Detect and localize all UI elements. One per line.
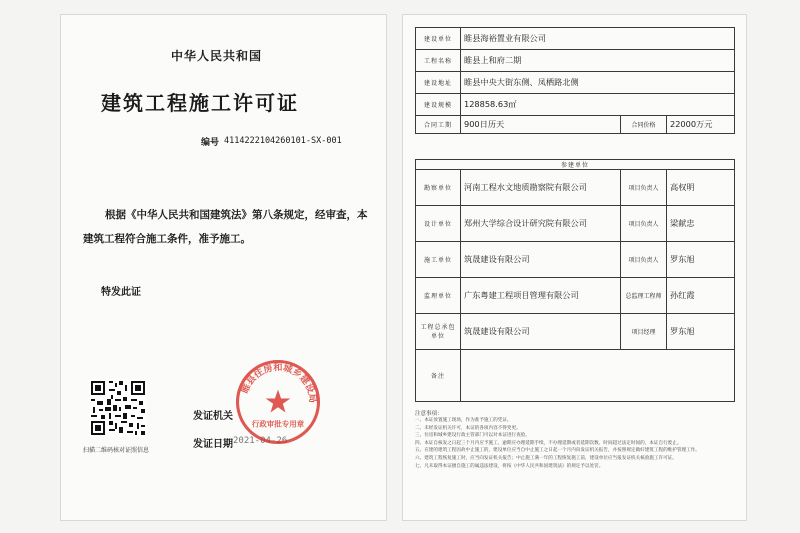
issuer-label: 发证机关 bbox=[193, 411, 233, 422]
table-row bbox=[416, 72, 735, 94]
row-label: 建设规模 bbox=[416, 94, 461, 116]
contract-price-label: 合同价格 bbox=[621, 116, 667, 134]
person-label: 项目负责人 bbox=[621, 242, 667, 278]
cert-number-label: 编号 bbox=[201, 138, 220, 148]
notes-list bbox=[415, 417, 735, 470]
participant-unit: 河南工程水文地质勘察院有限公司 bbox=[461, 170, 621, 206]
remarks-value bbox=[461, 350, 735, 402]
document-title: 建筑工程施工许可证 bbox=[101, 91, 299, 115]
certificate-right-page bbox=[402, 14, 747, 521]
person-label: 项目负责人 bbox=[621, 206, 667, 242]
table-row bbox=[416, 28, 735, 50]
special-certification: 特发此证 bbox=[101, 287, 141, 298]
row-label: 工程名称 bbox=[416, 50, 461, 72]
person-label: 总监理工程师 bbox=[621, 278, 667, 314]
qr-caption: 扫描二维码核对证照信息 bbox=[83, 447, 150, 454]
issue-date: 2021-04-26 bbox=[233, 436, 288, 446]
person-name: 罗东旭 bbox=[667, 314, 735, 350]
construction-scale: 128858.63㎡ bbox=[461, 94, 735, 116]
contract-period-label: 合同工期 bbox=[416, 116, 461, 134]
table-row bbox=[416, 314, 735, 350]
project-name: 睢县上和府二期 bbox=[461, 50, 735, 72]
person-name: 梁献忠 bbox=[667, 206, 735, 242]
qr-code-icon[interactable] bbox=[89, 379, 147, 437]
table-row bbox=[416, 116, 735, 134]
note-item: 六、建筑工程恢复施工时，应当向发证机关报告；中止施工满一年的工程恢复施工前，建设单位应当报发证机关核验施工许可证。 bbox=[415, 455, 677, 461]
person-label: 项目经理 bbox=[621, 314, 667, 350]
issue-date-label: 发证日期 bbox=[193, 439, 233, 450]
participant-unit: 郑州大学综合设计研究院有限公司 bbox=[461, 206, 621, 242]
person-name: 孙红霞 bbox=[667, 278, 735, 314]
certificate-left-page bbox=[60, 14, 387, 521]
construction-address: 睢县中央大街东侧、凤栖路北侧 bbox=[461, 72, 735, 94]
participants-table bbox=[415, 159, 735, 402]
svg-text:睢县住房和城乡建设局: 睢县住房和城乡建设局 bbox=[239, 362, 318, 404]
person-name: 高权明 bbox=[667, 170, 735, 206]
country-name: 中华人民共和国 bbox=[171, 49, 263, 63]
participants-header: 参建单位 bbox=[416, 160, 735, 170]
participant-role: 监理单位 bbox=[416, 278, 461, 314]
table-row bbox=[416, 206, 735, 242]
participant-unit: 筑晟建设有限公司 bbox=[461, 314, 621, 350]
contract-price: 22000万元 bbox=[667, 116, 735, 134]
participant-unit: 广东粤建工程项目管理有限公司 bbox=[461, 278, 621, 314]
table-row bbox=[416, 242, 735, 278]
participant-unit: 筑晟建设有限公司 bbox=[461, 242, 621, 278]
note-item: 一、本证放置施工现场，作为准予施工的凭证。 bbox=[415, 418, 512, 423]
person-label: 项目负责人 bbox=[621, 170, 667, 206]
row-label: 建设单位 bbox=[416, 28, 461, 50]
note-item: 二、未经发证机关许可，本证的各项内容不得变更。 bbox=[415, 425, 521, 431]
cert-number: 4114222104260101-SX-001 bbox=[224, 136, 342, 146]
person-name: 罗东旭 bbox=[667, 242, 735, 278]
participant-role: 勘察单位 bbox=[416, 170, 461, 206]
table-row bbox=[416, 278, 735, 314]
participant-role: 施工单位 bbox=[416, 242, 461, 278]
participant-role: 设计单位 bbox=[416, 206, 461, 242]
note-item: 五、在建的建筑工程因故中止施工的，建设单位应当自中止施工之日起一个月内向发证机关报告，并按照规定做好建筑工程的维护管理工作。 bbox=[415, 448, 700, 454]
svg-text:行政审批专用章: 行政审批专用章 bbox=[251, 419, 305, 429]
row-label: 建设地址 bbox=[416, 72, 461, 94]
official-seal-stamp bbox=[234, 358, 322, 446]
notes-title: 注意事项： bbox=[415, 411, 443, 417]
construction-unit: 睢县海裕置业有限公司 bbox=[461, 28, 735, 50]
note-item: 三、住房和城乡建设行政主管部门可以对本证进行查验。 bbox=[415, 433, 530, 439]
participant-role: 工程总承包单位 bbox=[416, 314, 461, 350]
table-row bbox=[416, 94, 735, 116]
permit-statement: 根据《中华人民共和国建筑法》第八条规定，经审查，本建筑工程符合施工条件，准予施工。 bbox=[83, 209, 368, 245]
note-item: 七、凡未取得本证擅自施工的属违法建设，将按《中华人民共和国建筑法》的规定予以处罚。 bbox=[415, 463, 604, 469]
project-info-table bbox=[415, 27, 735, 134]
table-row bbox=[416, 160, 735, 170]
table-row bbox=[416, 50, 735, 72]
contract-period: 900日历天 bbox=[461, 116, 621, 134]
remarks-label: 备注 bbox=[416, 350, 461, 402]
note-item: 四、本证自核发之日起三个月内应予施工，逾期应办理延期手续，不办理延期或者延期次数、时间超过法定时间的，本证自行废止。 bbox=[415, 440, 682, 446]
table-row bbox=[416, 170, 735, 206]
table-row bbox=[416, 350, 735, 402]
